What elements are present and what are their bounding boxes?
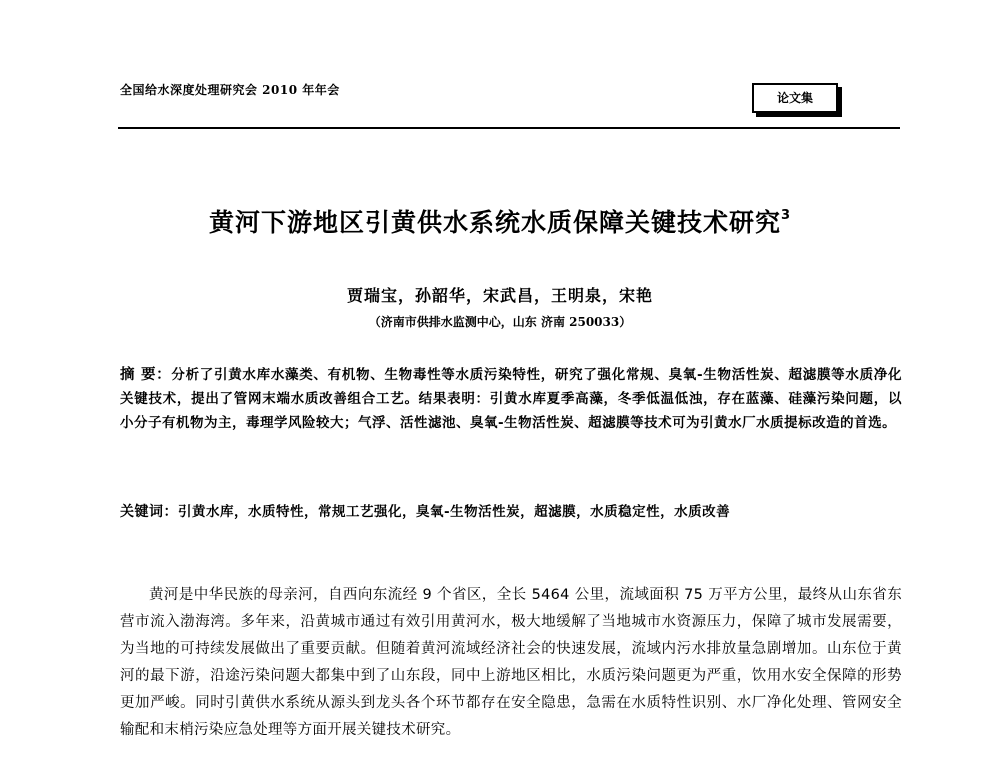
paper-title xyxy=(0,203,1000,239)
paper-title-text: 黄河下游地区引黄供水系统水质保障关键技术研究 xyxy=(208,208,781,237)
conference-header: 全国给水深度处理研究会 2010 年年会 xyxy=(120,83,340,97)
keywords-label: 关键词： xyxy=(120,504,178,520)
keywords-text: 引黄水库，水质特性，常规工艺强化，臭氧-生物活性炭，超滤膜，水质稳定性，水质改善 xyxy=(178,504,731,520)
abstract-text: 分析了引黄水库水藻类、有机物、生物毒性等水质污染特性，研究了强化常规、臭氧-生物活性炭、超滤膜等水质净化关键技术，提出了管网末端水质改善组合工艺。结果表明：引黄水库夏季高藻，冬季低温低浊，存在蓝藻、硅藻污染问题，以小分子有机物为主，毒理学风险较大；气浮、活性滤池、臭氧-生物活性炭、超滤膜等技术可为引黄水厂水质提标改造的首选。 xyxy=(120,367,902,431)
abstract xyxy=(120,363,902,435)
affiliation: （济南市供排水监测中心，山东 济南 250033） xyxy=(368,315,632,329)
section-label-box: 论文集 xyxy=(752,83,838,113)
title-footnote-mark: 3 xyxy=(780,208,792,223)
body-paragraph: 黄河是中华民族的母亲河，自西向东流经 9 个省区，全长 5464 公里，流域面积 75 万平方公里，最终从山东省东营市流入渤海湾。多年来，沿黄城市通过有效引用黄河水，极大地缓解了当地城市水资源压力，保障了城市发展需要，为当地的可持续发展做出了重要贡献。但随着黄河流域经济社会的快速发展，流域内污水排放量急剧增加。山东位于黄河的最下游，沿途污染问题大都集中到了山东段，同中上游地区相比，水质污染问题更为严重，饮用水安全保障的形势更加严峻。同时引黄供水系统从源头到龙头各个环节都存在安全隐患，急需在水质特性识别、水厂净化处理、管网安全输配和末梢污染应急处理等方面开展关键技术研究。 xyxy=(120,587,902,738)
header-rule xyxy=(118,127,900,129)
abstract-label: 摘 要： xyxy=(120,367,172,383)
authors: 贾瑞宝，孙韶华，宋武昌，王明泉，宋艳 xyxy=(346,286,653,305)
keywords xyxy=(120,500,902,524)
